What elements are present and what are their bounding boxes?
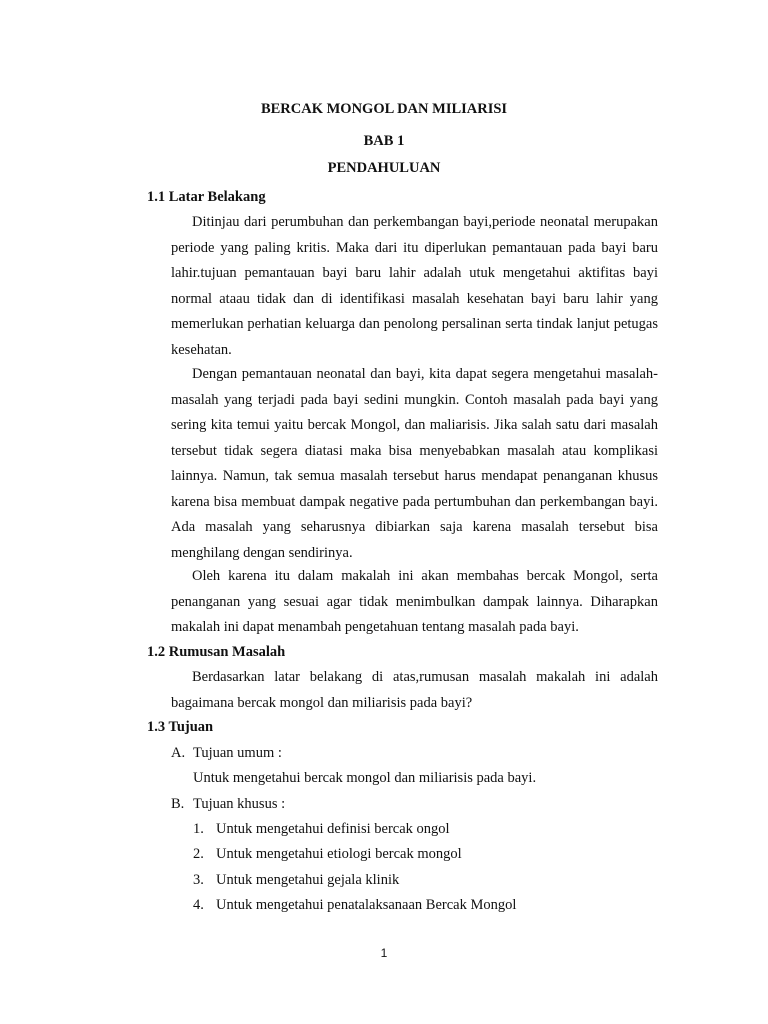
list-item: Untuk mengetahui gejala klinik (216, 872, 400, 888)
list-number: 1. (193, 821, 204, 837)
document-title: BERCAK MONGOL DAN MILIARISI (260, 101, 508, 117)
paragraph-1: Ditinjau dari perumbuhan dan perkembangan bayi,periode neonatal merupakan periode yang paling kritis. Maka dari itu diperlukan pemantauan pada bayi baru lahir.tujuan pemantauan bayi baru lahir adalah utuk mengetahui aktifitas bayi normal ataau tidak dan di identifikasi masalah kesehatan bayi baru lahir yang memerlukan perhatian keluarga dan penolong persalinan serta tindak lanjut petugas kesehatan. (171, 214, 658, 358)
list-number: 3. (193, 872, 204, 888)
list-item: Untuk mengetahui definisi bercak ongol (216, 821, 450, 837)
list-item: Untuk mengetahui etiologi bercak mongol (216, 846, 462, 862)
list-marker: B. (171, 796, 185, 812)
section-heading-latar-belakang: 1.1 Latar Belakang (147, 189, 266, 205)
general-goal-label: Tujuan umum : (193, 745, 282, 761)
list-item: Untuk mengetahui penatalaksanaan Bercak Mongol (216, 897, 517, 913)
list-number: 2. (193, 846, 204, 862)
list-marker: A. (171, 745, 186, 761)
paragraph-4: Berdasarkan latar belakang di atas,rumusan masalah makalah ini adalah bagaimana bercak mongol dan miliarisis pada bayi? (171, 669, 658, 711)
list-number: 4. (193, 897, 204, 913)
general-goal-text: Untuk mengetahui bercak mongol dan miliarisis pada bayi. (193, 770, 537, 786)
paragraph-3: Oleh karena itu dalam makalah ini akan membahas bercak Mongol, serta penanganan yang sesuai agar tidak menimbulkan dampak lainnya. Diharapkan makalah ini dapat menambah pengetahuan tentang masalah pada bayi. (171, 568, 658, 635)
section-heading-rumusan-masalah: 1.2 Rumusan Masalah (147, 644, 286, 660)
chapter-number: BAB 1 (363, 133, 405, 149)
chapter-title: PENDAHULUAN (327, 160, 441, 176)
section-heading-tujuan: 1.3 Tujuan (147, 719, 214, 735)
specific-goal-label: Tujuan khusus : (193, 796, 286, 812)
page-number: 1 (380, 946, 388, 960)
paragraph-2: Dengan pemantauan neonatal dan bayi, kita dapat segera mengetahui masalah-masalah yang terjadi pada bayi sedini mungkin. Contoh masalah pada bayi yang sering kita temui yaitu bercak Mongol, dan maliarisis. Jika salah satu dari masalah tersebut tidak segera diatasi maka bisa menyebabkan masalah atau komplikasi lainnya. Namun, tak semua masalah tersebut harus mendapat penanganan khusus karena bisa membuat dampak negative pada pertumbuhan dan perkembangan bayi. Ada masalah yang seharusnya dibiarkan saja karena masalah tersebut bisa menghilang dengan sendirinya. (171, 366, 658, 561)
